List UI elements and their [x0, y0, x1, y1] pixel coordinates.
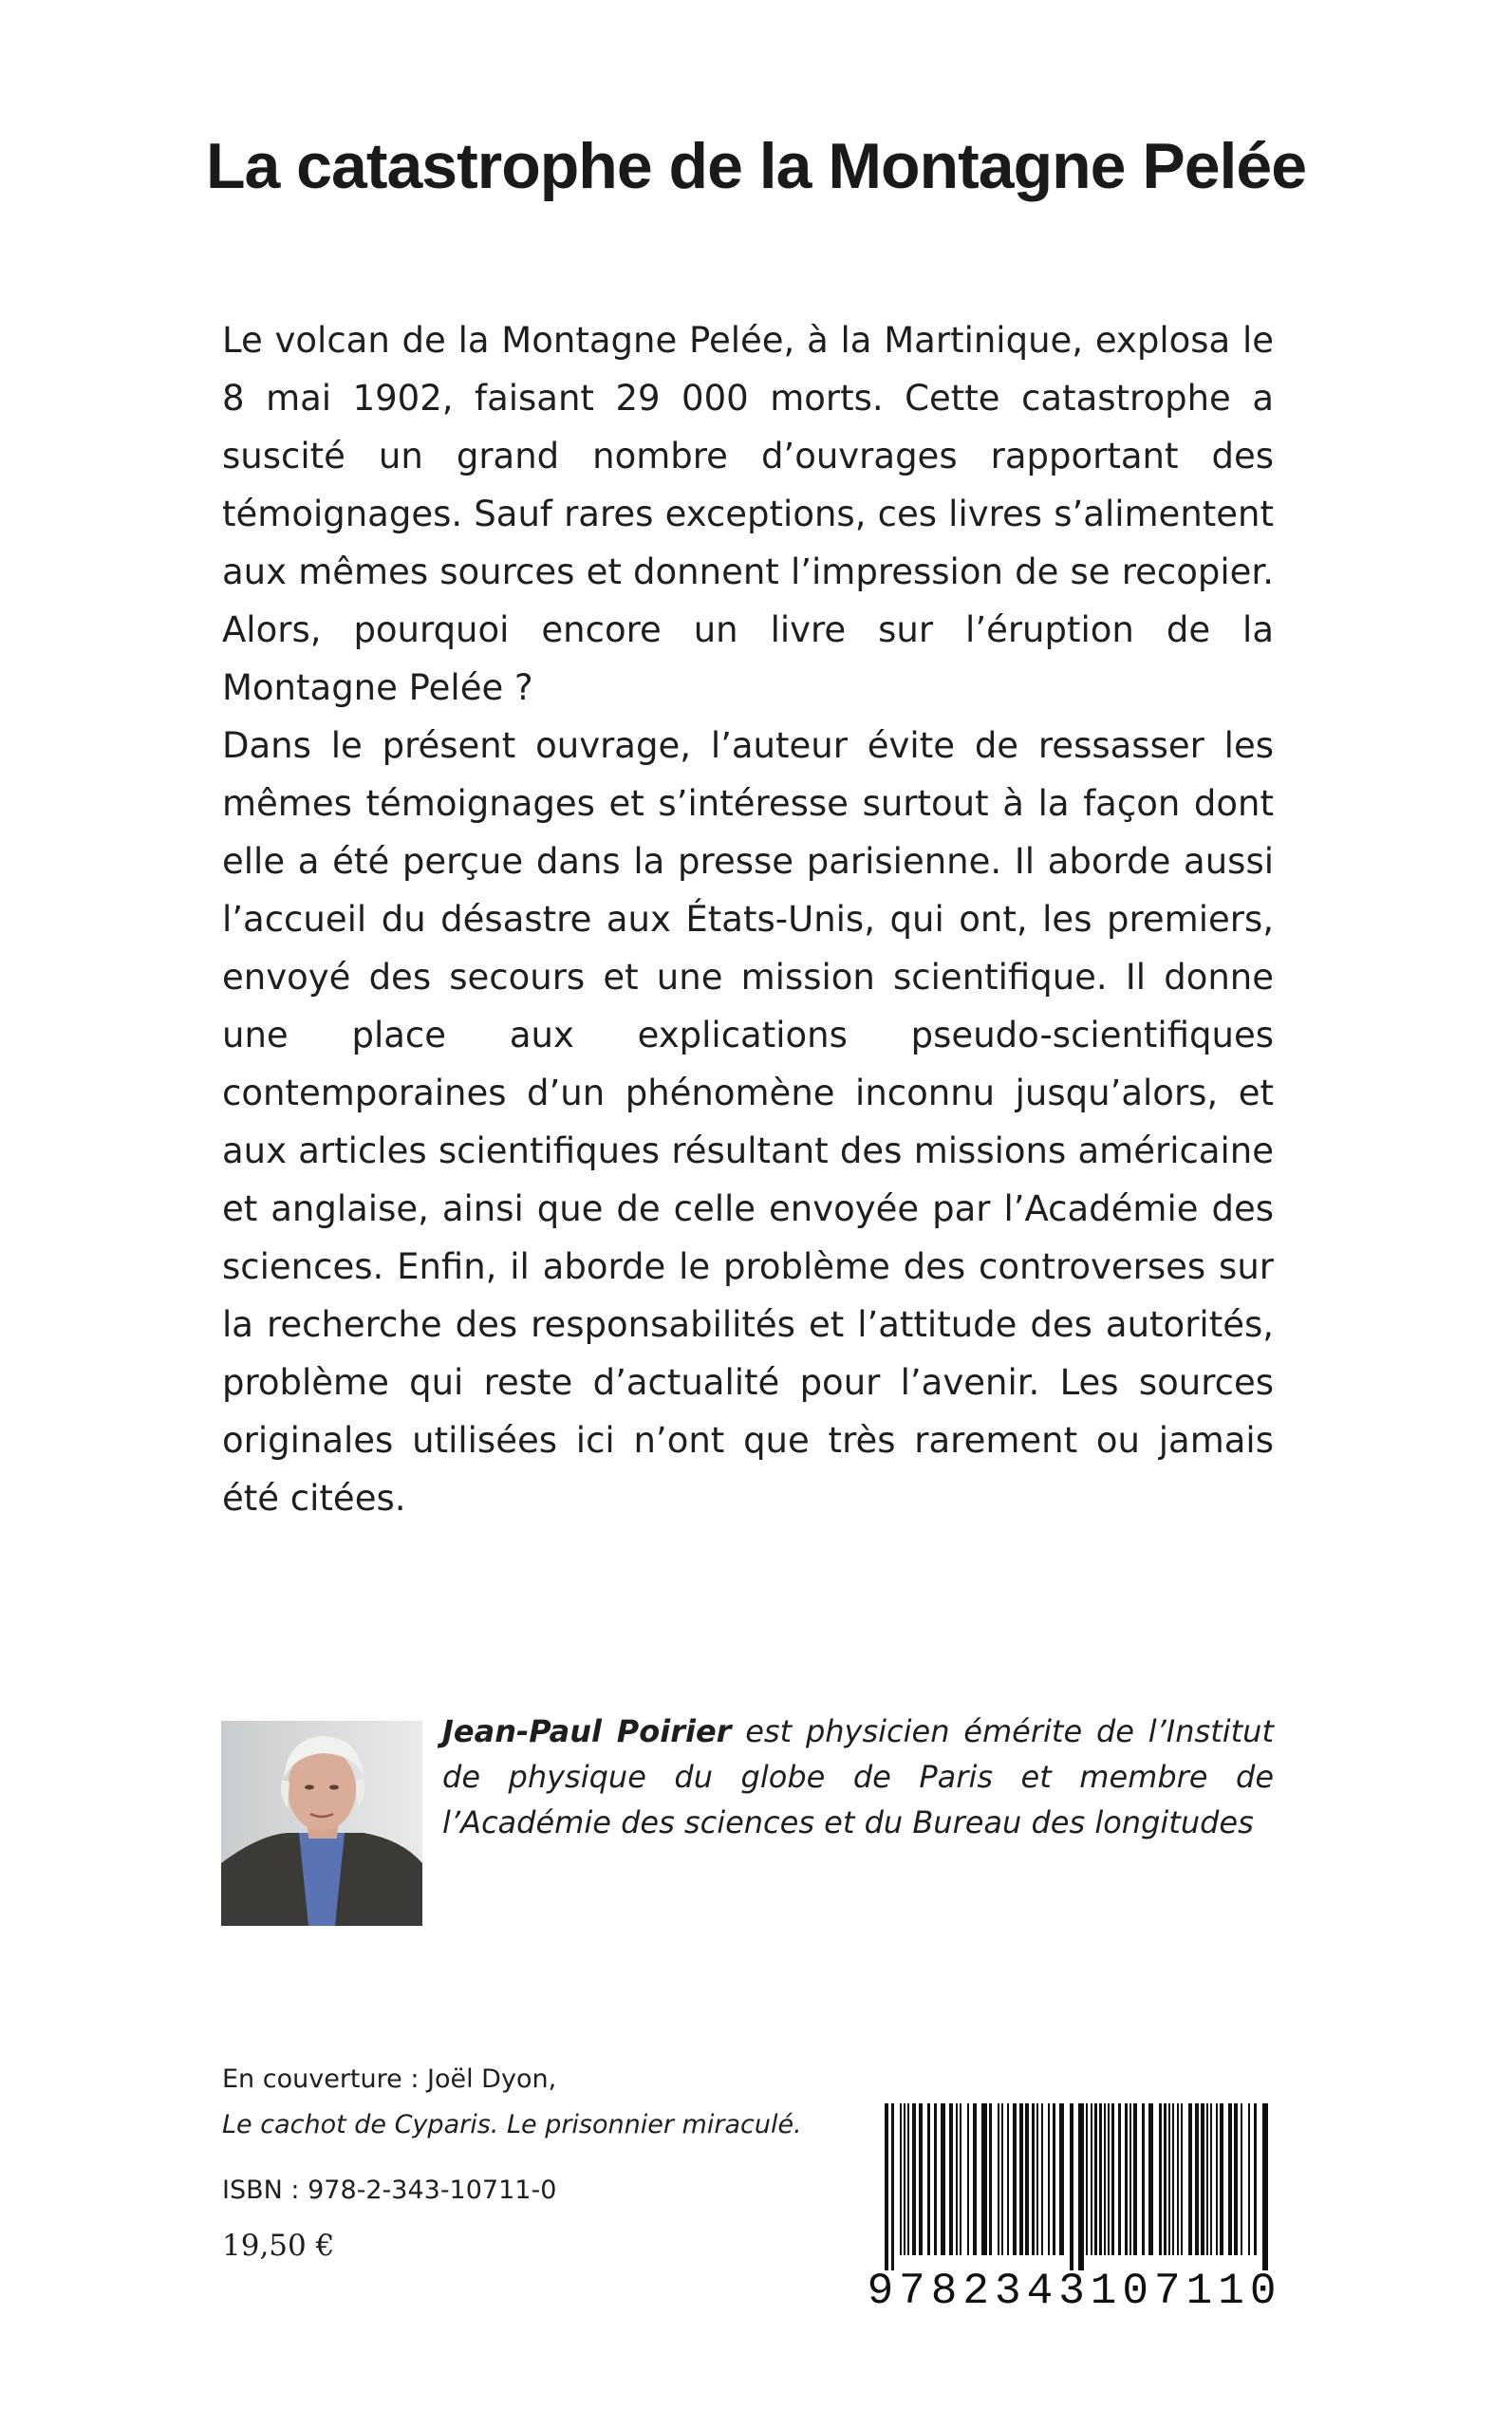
barcode-bar — [1104, 2103, 1106, 2255]
barcode-bar — [1133, 2103, 1137, 2255]
barcode-bar — [1220, 2103, 1223, 2255]
barcode-bar — [1129, 2103, 1131, 2255]
barcode-bar — [885, 2103, 888, 2270]
price: 19,50 € — [222, 2229, 335, 2263]
book-title: La catastrophe de la Montagne Pelée — [205, 130, 1307, 202]
barcode-bar — [1070, 2103, 1073, 2270]
barcode — [868, 2100, 1282, 2308]
barcode-bar — [1059, 2103, 1064, 2255]
barcode-bar — [1094, 2103, 1097, 2255]
barcode-bar — [1228, 2103, 1232, 2255]
barcode-bar — [949, 2103, 953, 2255]
barcode-bar — [1053, 2103, 1055, 2255]
cover-credit-artist: En couverture : Joël Dyon, — [222, 2064, 557, 2094]
barcode-bar — [973, 2103, 977, 2255]
barcode-bar — [907, 2103, 909, 2255]
barcode-bar — [1091, 2103, 1092, 2255]
barcode-bar — [1036, 2103, 1038, 2255]
barcode-bar — [1007, 2103, 1009, 2255]
barcode-bar — [1099, 2103, 1102, 2255]
barcode-bar — [1248, 2103, 1250, 2255]
barcode-bar — [1125, 2103, 1128, 2255]
barcode-bar — [1111, 2103, 1114, 2255]
barcode-bar — [989, 2103, 992, 2255]
barcode-bar — [912, 2103, 916, 2255]
barcode-bar — [981, 2103, 987, 2255]
barcode-bar — [1216, 2103, 1218, 2255]
barcode-bar — [1195, 2103, 1199, 2255]
barcode-bar — [1019, 2103, 1023, 2255]
author-bio-text: est physicien émérite de l’Institut de physique du globe de Paris et membre de l’Académie des sciences et du Bureau des longitudes — [442, 1713, 1275, 1840]
barcode-bar — [1234, 2103, 1238, 2255]
barcode-bar — [1025, 2103, 1029, 2255]
author-bio — [442, 1709, 1274, 1845]
barcode-bar — [1108, 2103, 1110, 2255]
barcode-bar — [1172, 2103, 1174, 2255]
barcode-bar — [934, 2103, 937, 2255]
barcode-bar — [967, 2103, 969, 2255]
barcode-bar — [1048, 2103, 1050, 2255]
barcode-digits: 9782343107110 — [868, 2267, 1282, 2308]
barcode-bar — [1159, 2103, 1162, 2255]
summary-paragraph-1: Le volcan de la Montagne Pelée, à la Martinique, explosa le 8 mai 1902, faisant 29 000 morts. Cette catastrophe a suscité un grand nombre d’ouvrages rapportant des témoignages. Sauf rares exceptions, ces livres s’alimentent aux mêmes sources et donnent l’impression de se recopier. Alors, pourquoi encore un livre sur l’éruption de la Montagne Pelée ? — [222, 320, 1274, 708]
barcode-bar — [956, 2103, 958, 2255]
barcode-bar — [1206, 2103, 1208, 2255]
barcode-bar — [1032, 2103, 1035, 2255]
author-name: Jean-Paul Poirier — [442, 1713, 732, 1749]
barcode-bar — [919, 2103, 923, 2255]
barcode-bar — [1001, 2103, 1003, 2255]
barcode-bar — [1118, 2103, 1121, 2255]
barcode-bar — [1210, 2103, 1212, 2255]
barcode-bar — [1164, 2103, 1167, 2255]
barcode-bar — [1188, 2103, 1192, 2255]
barcode-bar — [1201, 2103, 1204, 2255]
barcode-bar — [1013, 2103, 1017, 2255]
barcode-bar — [1241, 2103, 1242, 2255]
barcode-bar — [1181, 2103, 1183, 2255]
barcode-bar — [1142, 2103, 1145, 2255]
isbn: ISBN : 978-2-343-10711-0 — [222, 2176, 557, 2205]
barcode-bar — [1148, 2103, 1153, 2255]
barcode-bar — [904, 2103, 905, 2255]
barcode-bar — [1078, 2103, 1084, 2270]
barcode-bar — [1177, 2103, 1179, 2255]
barcode-bar — [1262, 2103, 1268, 2270]
barcode-bar — [900, 2103, 902, 2255]
barcode-bar — [1254, 2103, 1257, 2255]
barcode-bar — [1041, 2103, 1043, 2255]
barcode-bar — [1086, 2103, 1088, 2255]
cover-credit-work: Le cachot de Cyparis. Le prisonnier miraculé. — [222, 2110, 802, 2139]
cover-credit — [222, 2057, 802, 2148]
barcode-bar — [941, 2103, 945, 2255]
back-cover-summary — [222, 311, 1274, 1527]
barcode-bar — [891, 2103, 894, 2270]
author-photo — [221, 1721, 422, 1926]
summary-paragraph-2: Dans le présent ouvrage, l’auteur évite de ressasser les mêmes témoignages et s’intéresse surtout à la façon dont elle a été perçue dans la presse parisienne. Il aborde aussi l’accueil du désastre aux États-Unis, qui ont, les premiers, envoyé des secours et une mission scientifique. Il donne une place aux explications pseudo-scientifiques contemporaines d’un phénomène inconnu jusqu’alors, et aux articles scientifiques résultant des missions américaine et anglaise, ainsi que de celle envoyée par l’Académie des sciences. Enfin, il aborde le problème des controverses sur la recherche des responsabilités et l’attitude des autorités, problème qui reste d’actualité pour l’avenir. Les sources originales utilisées ici n’ont que très rarement ou jamais été citées. — [222, 725, 1274, 1519]
barcode-bar — [927, 2103, 930, 2255]
barcode-bar — [1168, 2103, 1170, 2255]
barcode-bar — [960, 2103, 961, 2255]
barcode-bar — [998, 2103, 999, 2255]
